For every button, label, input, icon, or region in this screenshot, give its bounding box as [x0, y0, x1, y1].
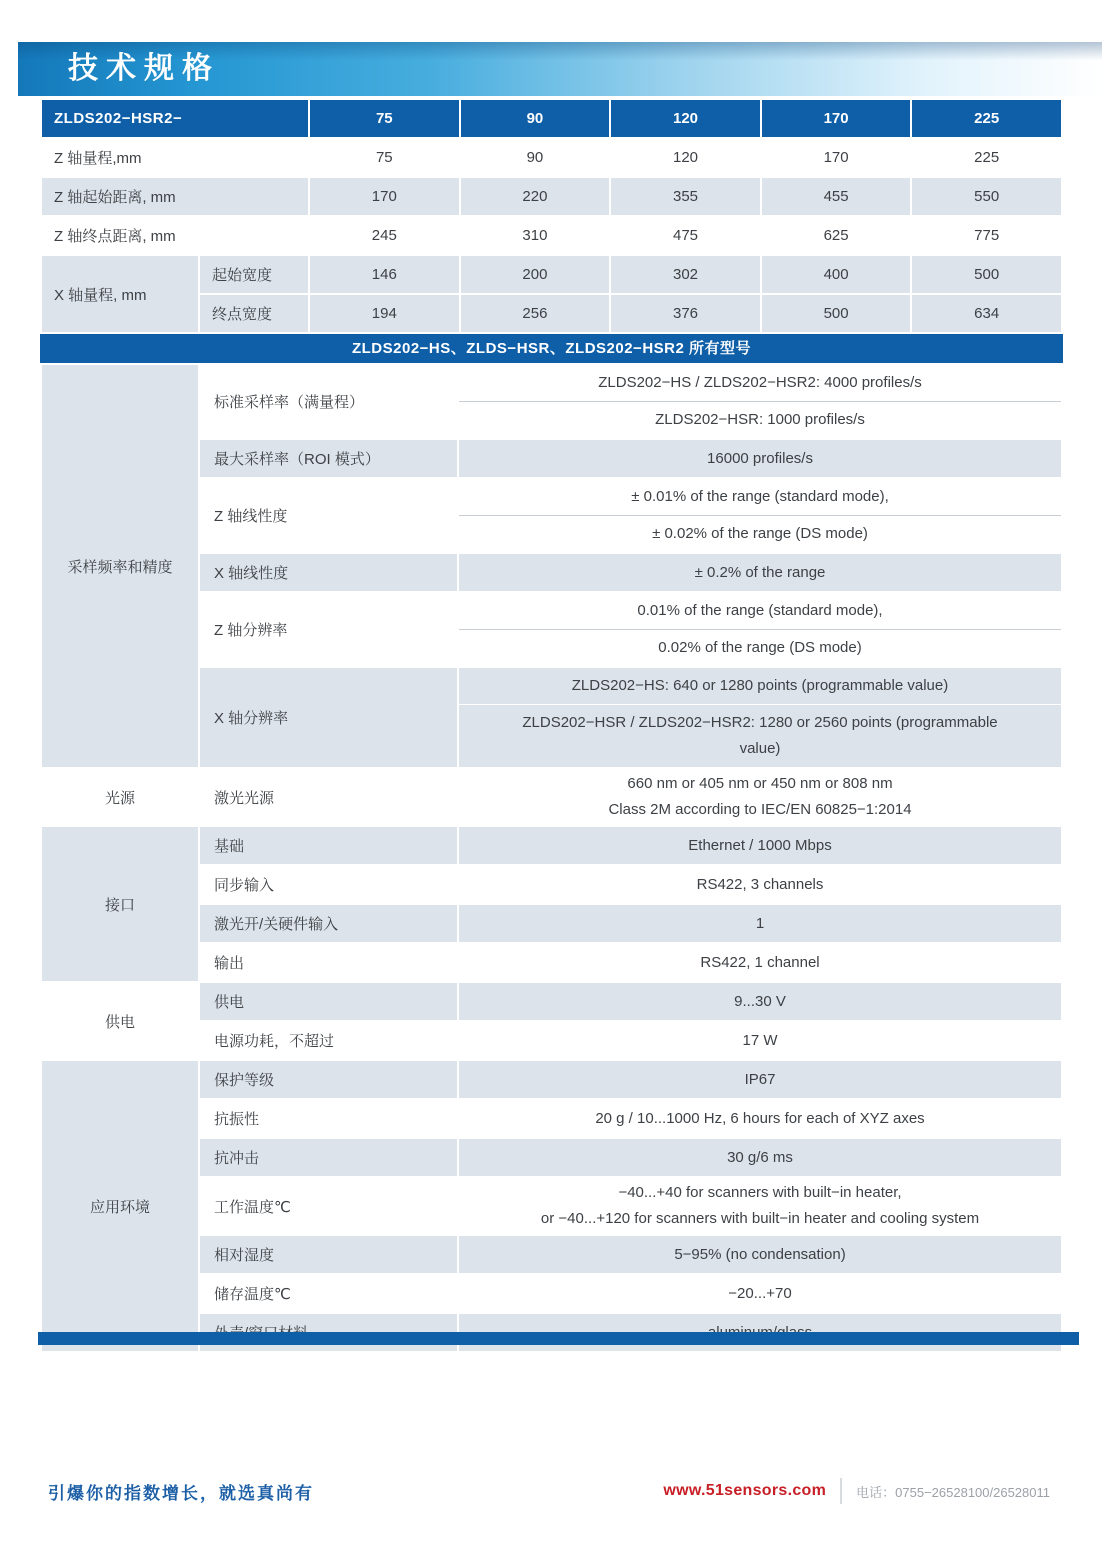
cell-value: 120 [611, 139, 760, 176]
spec-value-cell [459, 668, 1061, 767]
spec-label: 保护等级 [200, 1061, 457, 1098]
cell-value: 634 [912, 295, 1061, 332]
table-row [42, 256, 1061, 293]
cell-value: 302 [611, 256, 760, 293]
spec-label: 激光光源 [200, 769, 457, 825]
row-label: Z 轴量程,mm [42, 139, 308, 176]
cell-value: 225 [912, 139, 1061, 176]
cell-value: 256 [461, 295, 610, 332]
spec-value: ZLDS202−HS / ZLDS202−HSR2: 4000 profiles/s [598, 374, 922, 391]
spec-value: 17 W [459, 1022, 1061, 1059]
spec-value: ZLDS202−HSR / ZLDS202−HSR2: 1280 or 2560 points (programmable value) [459, 704, 1061, 767]
title-banner [18, 42, 1102, 96]
cell-value: 475 [611, 217, 760, 254]
spec-label: Z 轴分辨率 [200, 593, 457, 666]
spec-label: X 轴分辨率 [200, 668, 457, 767]
spec-value: RS422, 1 channel [459, 944, 1061, 981]
cell-value: 194 [310, 295, 459, 332]
cell-value: 455 [762, 178, 911, 215]
cell-value: 170 [310, 178, 459, 215]
cell-value: 245 [310, 217, 459, 254]
spec-label: 储存温度℃ [200, 1275, 457, 1312]
spec-value: ZLDS202−HSR: 1000 profiles/s [459, 401, 1061, 438]
spec-value: ± 0.01% of the range (standard mode), [631, 488, 889, 505]
group-cell: 采样频率和精度 [42, 365, 198, 767]
model-header-cell: ZLDS202−HSR2− [42, 100, 308, 137]
column-header: 225 [912, 100, 1061, 137]
spec-label: 输出 [200, 944, 457, 981]
cell-value: 200 [461, 256, 610, 293]
cell-value: 400 [762, 256, 911, 293]
spec-value: 30 g/6 ms [459, 1139, 1061, 1176]
spec-label: 最大采样率（ROI 模式） [200, 440, 457, 477]
table-row [42, 217, 1061, 254]
spec-label: X 轴线性度 [200, 554, 457, 591]
table-row [42, 1061, 1061, 1098]
column-header: 120 [611, 100, 760, 137]
spec-value: ± 0.02% of the range (DS mode) [459, 515, 1061, 552]
row-label: 起始宽度 [200, 256, 308, 293]
column-header: 75 [310, 100, 459, 137]
spec-label: 供电 [200, 983, 457, 1020]
spec-value: ± 0.2% of the range [459, 554, 1061, 591]
cell-value: 90 [461, 139, 610, 176]
cell-value: 75 [310, 139, 459, 176]
model-table [40, 98, 1063, 334]
cell-value: 376 [611, 295, 760, 332]
column-header: 90 [461, 100, 610, 137]
row-label: Z 轴终点距离, mm [42, 217, 308, 254]
table-row [42, 178, 1061, 215]
phone-number: 电话：0755−26528100/26528011 [856, 1484, 1050, 1500]
website-link[interactable]: www.51sensors.com [663, 1482, 827, 1499]
spec-value: RS422, 3 channels [459, 866, 1061, 903]
spec-value: Class 2M according to IEC/EN 60825−1:2014 [608, 801, 912, 818]
row-label: Z 轴起始距离, mm [42, 178, 308, 215]
table-row [42, 365, 1061, 438]
spec-value-cell [459, 769, 1061, 825]
page-title: 技术规格 [68, 52, 220, 85]
spec-label: 标准采样率（满量程） [200, 365, 457, 438]
cell-value: 355 [611, 178, 760, 215]
cell-value: 775 [912, 217, 1061, 254]
group-label: X 轴量程, mm [42, 256, 198, 332]
spec-value: 9...30 V [459, 983, 1061, 1020]
spec-value: 660 nm or 405 nm or 450 nm or 808 nm [627, 775, 893, 792]
table-row [42, 139, 1061, 176]
spec-value: Ethernet / 1000 Mbps [459, 827, 1061, 864]
cell-value: 220 [461, 178, 610, 215]
spec-value-cell [459, 1178, 1061, 1234]
spec-label: 基础 [200, 827, 457, 864]
spec-label: 相对湿度 [200, 1236, 457, 1273]
spec-label: 电源功耗，不超过 [200, 1022, 457, 1059]
spec-label: 抗冲击 [200, 1139, 457, 1176]
content-area [40, 98, 1063, 1353]
cell-value: 170 [762, 139, 911, 176]
spec-table [40, 363, 1063, 1353]
footer-contact [663, 1478, 1050, 1504]
spec-value: 16000 profiles/s [459, 440, 1061, 477]
table-row [42, 100, 1061, 137]
spec-value: 0.02% of the range (DS mode) [459, 629, 1061, 666]
footer-divider [840, 1478, 842, 1504]
table-row [42, 827, 1061, 864]
spec-value: −20...+70 [459, 1275, 1061, 1312]
bottom-bar [38, 1332, 1079, 1345]
spec-label: 工作温度℃ [200, 1178, 457, 1234]
row-label: 终点宽度 [200, 295, 308, 332]
table-row [42, 769, 1061, 825]
group-cell: 供电 [42, 983, 198, 1059]
spec-value: −40...+40 for scanners with built−in heater, [618, 1184, 902, 1201]
cell-value: 146 [310, 256, 459, 293]
spec-label: Z 轴线性度 [200, 479, 457, 552]
group-cell: 光源 [42, 769, 198, 825]
column-header: 170 [762, 100, 911, 137]
spec-label: 抗振性 [200, 1100, 457, 1137]
spec-value-cell [459, 479, 1061, 552]
slogan: 引爆你的指数增长，就选真尚有 [48, 1483, 314, 1503]
spec-value: 1 [459, 905, 1061, 942]
spec-value: 0.01% of the range (standard mode), [637, 602, 883, 619]
cell-value: 550 [912, 178, 1061, 215]
models-banner: ZLDS202−HS、ZLDS−HSR、ZLDS202−HSR2 所有型号 [40, 334, 1063, 363]
group-cell: 接口 [42, 827, 198, 981]
group-cell: 应用环境 [42, 1061, 198, 1351]
footer [0, 1470, 1102, 1512]
spec-label: 激光开/关硬件输入 [200, 905, 457, 942]
cell-value: 500 [912, 256, 1061, 293]
spec-value: 5−95% (no condensation) [459, 1236, 1061, 1273]
spec-value: 20 g / 10...1000 Hz, 6 hours for each of XYZ axes [459, 1100, 1061, 1137]
cell-value: 500 [762, 295, 911, 332]
spec-value-cell [459, 593, 1061, 666]
spec-label: 同步输入 [200, 866, 457, 903]
table-row [42, 983, 1061, 1020]
spec-value: IP67 [459, 1061, 1061, 1098]
spec-value: or −40...+120 for scanners with built−in heater and cooling system [540, 1210, 980, 1227]
cell-value: 625 [762, 217, 911, 254]
cell-value: 310 [461, 217, 610, 254]
spec-value: ZLDS202−HS: 640 or 1280 points (programmable value) [571, 677, 949, 694]
spec-value-cell [459, 365, 1061, 438]
